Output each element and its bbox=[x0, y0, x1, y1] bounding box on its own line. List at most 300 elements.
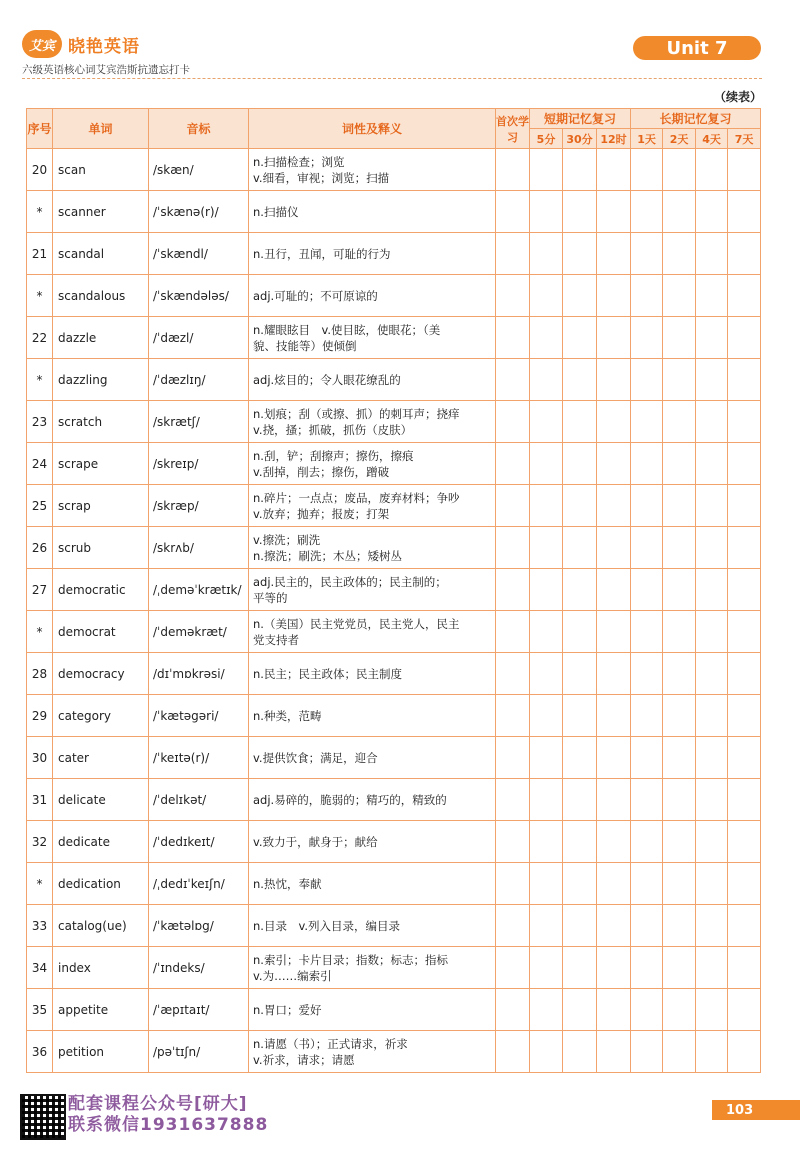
checkbox-cell-first-study[interactable] bbox=[496, 779, 530, 821]
header-def: 词性及释义 bbox=[249, 109, 496, 149]
checkbox-cell-5min[interactable] bbox=[530, 695, 563, 737]
checkbox-cell-30min[interactable] bbox=[563, 527, 597, 569]
row-word: petition bbox=[53, 1031, 149, 1073]
checkbox-cell-5min[interactable] bbox=[530, 779, 563, 821]
checkbox-cell-30min[interactable] bbox=[563, 443, 597, 485]
checkbox-cell-4day[interactable] bbox=[696, 485, 728, 527]
checkbox-cell-1day[interactable] bbox=[631, 905, 663, 947]
checkbox-cell-30min[interactable] bbox=[563, 485, 597, 527]
checkbox-cell-5min[interactable] bbox=[530, 1031, 563, 1073]
checkbox-cell-5min[interactable] bbox=[530, 317, 563, 359]
row-number: 26 bbox=[27, 527, 53, 569]
checkbox-cell-7day[interactable] bbox=[728, 863, 761, 905]
checkbox-cell-12h[interactable] bbox=[597, 695, 631, 737]
definition-line: adj.易碎的，脆弱的；精巧的，精致的 bbox=[253, 792, 447, 807]
checkbox-cell-first-study[interactable] bbox=[496, 443, 530, 485]
checkbox-cell-12h[interactable] bbox=[597, 569, 631, 611]
checkbox-cell-4day[interactable] bbox=[696, 653, 728, 695]
row-definition bbox=[249, 401, 496, 443]
checkbox-cell-1day[interactable] bbox=[631, 737, 663, 779]
qr-code-icon bbox=[20, 1094, 66, 1140]
checkbox-cell-5min[interactable] bbox=[530, 653, 563, 695]
checkbox-cell-2day[interactable] bbox=[663, 275, 696, 317]
checkbox-cell-4day[interactable] bbox=[696, 149, 728, 191]
checkbox-cell-1day[interactable] bbox=[631, 821, 663, 863]
checkbox-cell-12h[interactable] bbox=[597, 821, 631, 863]
definition-line: n.碎片；一点点；废品，废弃材料；争吵 bbox=[253, 490, 460, 505]
brand-name: 晓艳英语 bbox=[68, 36, 140, 57]
row-number: 32 bbox=[27, 821, 53, 863]
checkbox-cell-12h[interactable] bbox=[597, 779, 631, 821]
checkbox-cell-30min[interactable] bbox=[563, 989, 597, 1031]
checkbox-cell-first-study[interactable] bbox=[496, 863, 530, 905]
checkbox-cell-first-study[interactable] bbox=[496, 527, 530, 569]
checkbox-cell-2day[interactable] bbox=[663, 989, 696, 1031]
row-number: 25 bbox=[27, 485, 53, 527]
checkbox-cell-12h[interactable] bbox=[597, 443, 631, 485]
checkbox-cell-7day[interactable] bbox=[728, 611, 761, 653]
checkbox-cell-7day[interactable] bbox=[728, 653, 761, 695]
checkbox-cell-30min[interactable] bbox=[563, 905, 597, 947]
checkbox-cell-12h[interactable] bbox=[597, 527, 631, 569]
logo-mark-icon: 艾宾 bbox=[22, 30, 62, 58]
checkbox-cell-5min[interactable] bbox=[530, 737, 563, 779]
table-row bbox=[27, 779, 761, 821]
checkbox-cell-4day[interactable] bbox=[696, 863, 728, 905]
checkbox-cell-7day[interactable] bbox=[728, 485, 761, 527]
row-word: scrape bbox=[53, 443, 149, 485]
definition-line: v.为……编索引 bbox=[253, 968, 332, 983]
checkbox-cell-30min[interactable] bbox=[563, 947, 597, 989]
checkbox-cell-2day[interactable] bbox=[663, 317, 696, 359]
checkbox-cell-12h[interactable] bbox=[597, 317, 631, 359]
checkbox-cell-4day[interactable] bbox=[696, 947, 728, 989]
checkbox-cell-2day[interactable] bbox=[663, 611, 696, 653]
header-12h: 12时 bbox=[597, 129, 631, 149]
row-phonetic: /skrætʃ/ bbox=[149, 401, 249, 443]
definition-line: adj.可耻的；不可原谅的 bbox=[253, 288, 378, 303]
row-definition bbox=[249, 149, 496, 191]
header-4day: 4天 bbox=[696, 129, 728, 149]
checkbox-cell-5min[interactable] bbox=[530, 611, 563, 653]
checkbox-cell-30min[interactable] bbox=[563, 737, 597, 779]
checkbox-cell-7day[interactable] bbox=[728, 527, 761, 569]
row-definition bbox=[249, 569, 496, 611]
checkbox-cell-5min[interactable] bbox=[530, 401, 563, 443]
checkbox-cell-2day[interactable] bbox=[663, 653, 696, 695]
checkbox-cell-4day[interactable] bbox=[696, 401, 728, 443]
table-row bbox=[27, 359, 761, 401]
definition-line: 平等的 bbox=[253, 590, 288, 605]
checkbox-cell-12h[interactable] bbox=[597, 359, 631, 401]
definition-line: adj.炫目的；令人眼花缭乱的 bbox=[253, 372, 401, 387]
checkbox-cell-7day[interactable] bbox=[728, 569, 761, 611]
definition-line: v.擦洗；刷洗 bbox=[253, 532, 321, 547]
checkbox-cell-12h[interactable] bbox=[597, 905, 631, 947]
row-definition bbox=[249, 485, 496, 527]
checkbox-cell-1day[interactable] bbox=[631, 149, 663, 191]
header-30min: 30分 bbox=[563, 129, 597, 149]
checkbox-cell-30min[interactable] bbox=[563, 233, 597, 275]
checkbox-cell-4day[interactable] bbox=[696, 905, 728, 947]
row-word: dazzling bbox=[53, 359, 149, 401]
checkbox-cell-1day[interactable] bbox=[631, 359, 663, 401]
table-row bbox=[27, 317, 761, 359]
checkbox-cell-first-study[interactable] bbox=[496, 401, 530, 443]
checkbox-cell-30min[interactable] bbox=[563, 317, 597, 359]
checkbox-cell-2day[interactable] bbox=[663, 779, 696, 821]
definition-line: adj.民主的，民主政体的；民主制的； bbox=[253, 574, 447, 589]
checkbox-cell-7day[interactable] bbox=[728, 233, 761, 275]
checkbox-cell-1day[interactable] bbox=[631, 317, 663, 359]
definition-line: v.挠，搔；抓破，抓伤（皮肤） bbox=[253, 422, 413, 437]
checkbox-cell-12h[interactable] bbox=[597, 401, 631, 443]
header-long-term: 长期记忆复习 bbox=[631, 109, 761, 129]
checkbox-cell-7day[interactable] bbox=[728, 1031, 761, 1073]
row-word: scandalous bbox=[53, 275, 149, 317]
row-word: category bbox=[53, 695, 149, 737]
header-ipa: 音标 bbox=[149, 109, 249, 149]
table-row bbox=[27, 947, 761, 989]
checkbox-cell-first-study[interactable] bbox=[496, 905, 530, 947]
row-phonetic: /ˈdedɪkeɪt/ bbox=[149, 821, 249, 863]
checkbox-cell-4day[interactable] bbox=[696, 821, 728, 863]
checkbox-cell-4day[interactable] bbox=[696, 233, 728, 275]
checkbox-cell-2day[interactable] bbox=[663, 737, 696, 779]
checkbox-cell-2day[interactable] bbox=[663, 863, 696, 905]
row-word: democratic bbox=[53, 569, 149, 611]
row-number: 27 bbox=[27, 569, 53, 611]
checkbox-cell-12h[interactable] bbox=[597, 611, 631, 653]
checkbox-cell-7day[interactable] bbox=[728, 989, 761, 1031]
header-1day: 1天 bbox=[631, 129, 663, 149]
checkbox-cell-first-study[interactable] bbox=[496, 569, 530, 611]
checkbox-cell-2day[interactable] bbox=[663, 401, 696, 443]
checkbox-cell-4day[interactable] bbox=[696, 443, 728, 485]
checkbox-cell-1day[interactable] bbox=[631, 191, 663, 233]
checkbox-cell-7day[interactable] bbox=[728, 317, 761, 359]
table-row bbox=[27, 443, 761, 485]
checkbox-cell-1day[interactable] bbox=[631, 989, 663, 1031]
header-7day: 7天 bbox=[728, 129, 761, 149]
row-number: 20 bbox=[27, 149, 53, 191]
checkbox-cell-5min[interactable] bbox=[530, 233, 563, 275]
row-word: dazzle bbox=[53, 317, 149, 359]
checkbox-cell-first-study[interactable] bbox=[496, 317, 530, 359]
row-phonetic: /skreɪp/ bbox=[149, 443, 249, 485]
row-word: index bbox=[53, 947, 149, 989]
checkbox-cell-12h[interactable] bbox=[597, 989, 631, 1031]
checkbox-cell-12h[interactable] bbox=[597, 947, 631, 989]
row-definition bbox=[249, 233, 496, 275]
checkbox-cell-30min[interactable] bbox=[563, 569, 597, 611]
checkbox-cell-first-study[interactable] bbox=[496, 737, 530, 779]
checkbox-cell-5min[interactable] bbox=[530, 989, 563, 1031]
row-number: 34 bbox=[27, 947, 53, 989]
checkbox-cell-7day[interactable] bbox=[728, 359, 761, 401]
row-word: cater bbox=[53, 737, 149, 779]
checkbox-cell-1day[interactable] bbox=[631, 275, 663, 317]
row-phonetic: /ˈkætəgəri/ bbox=[149, 695, 249, 737]
checkbox-cell-7day[interactable] bbox=[728, 401, 761, 443]
table-row bbox=[27, 233, 761, 275]
checkbox-cell-5min[interactable] bbox=[530, 485, 563, 527]
table-row bbox=[27, 401, 761, 443]
checkbox-cell-2day[interactable] bbox=[663, 485, 696, 527]
checkbox-cell-5min[interactable] bbox=[530, 569, 563, 611]
table-row bbox=[27, 653, 761, 695]
row-phonetic: /skæn/ bbox=[149, 149, 249, 191]
checkbox-cell-4day[interactable] bbox=[696, 527, 728, 569]
row-definition bbox=[249, 611, 496, 653]
checkbox-cell-7day[interactable] bbox=[728, 275, 761, 317]
checkbox-cell-5min[interactable] bbox=[530, 443, 563, 485]
checkbox-cell-1day[interactable] bbox=[631, 947, 663, 989]
checkbox-cell-4day[interactable] bbox=[696, 191, 728, 233]
unit-tab: Unit 7 bbox=[633, 36, 761, 60]
row-number: 30 bbox=[27, 737, 53, 779]
checkbox-cell-first-study[interactable] bbox=[496, 653, 530, 695]
checkbox-cell-12h[interactable] bbox=[597, 1031, 631, 1073]
checkbox-cell-5min[interactable] bbox=[530, 947, 563, 989]
checkbox-cell-30min[interactable] bbox=[563, 653, 597, 695]
checkbox-cell-12h[interactable] bbox=[597, 191, 631, 233]
checkbox-cell-2day[interactable] bbox=[663, 947, 696, 989]
checkbox-cell-12h[interactable] bbox=[597, 149, 631, 191]
checkbox-cell-30min[interactable] bbox=[563, 1031, 597, 1073]
checkbox-cell-4day[interactable] bbox=[696, 275, 728, 317]
checkbox-cell-2day[interactable] bbox=[663, 149, 696, 191]
row-phonetic: /ˈkeɪtə(r)/ bbox=[149, 737, 249, 779]
checkbox-cell-1day[interactable] bbox=[631, 485, 663, 527]
continued-label: （续表） bbox=[713, 90, 762, 104]
table-row bbox=[27, 989, 761, 1031]
checkbox-cell-30min[interactable] bbox=[563, 611, 597, 653]
row-phonetic: /ˈdeməkræt/ bbox=[149, 611, 249, 653]
checkbox-cell-2day[interactable] bbox=[663, 527, 696, 569]
row-phonetic: /ˈdæzl/ bbox=[149, 317, 249, 359]
definition-line: v.提供饮食；满足，迎合 bbox=[253, 750, 378, 765]
row-phonetic: /ˌdeməˈkrætɪk/ bbox=[149, 569, 249, 611]
checkbox-cell-7day[interactable] bbox=[728, 443, 761, 485]
row-word: appetite bbox=[53, 989, 149, 1031]
row-number: * bbox=[27, 611, 53, 653]
definition-line: n.扫描检查；浏览 bbox=[253, 154, 345, 169]
table-row bbox=[27, 527, 761, 569]
checkbox-cell-30min[interactable] bbox=[563, 191, 597, 233]
row-number: * bbox=[27, 359, 53, 401]
checkbox-cell-first-study[interactable] bbox=[496, 191, 530, 233]
checkbox-cell-7day[interactable] bbox=[728, 779, 761, 821]
checkbox-cell-30min[interactable] bbox=[563, 821, 597, 863]
checkbox-cell-first-study[interactable] bbox=[496, 611, 530, 653]
definition-line: n.热忱，奉献 bbox=[253, 876, 322, 891]
checkbox-cell-4day[interactable] bbox=[696, 695, 728, 737]
row-word: scrub bbox=[53, 527, 149, 569]
row-definition bbox=[249, 863, 496, 905]
row-definition bbox=[249, 1031, 496, 1073]
row-phonetic: /ˈkætəlɒg/ bbox=[149, 905, 249, 947]
checkbox-cell-1day[interactable] bbox=[631, 1031, 663, 1073]
row-word: democracy bbox=[53, 653, 149, 695]
checkbox-cell-1day[interactable] bbox=[631, 611, 663, 653]
checkbox-cell-first-study[interactable] bbox=[496, 947, 530, 989]
row-word: scanner bbox=[53, 191, 149, 233]
checkbox-cell-12h[interactable] bbox=[597, 233, 631, 275]
checkbox-cell-4day[interactable] bbox=[696, 317, 728, 359]
definition-line: n.种类，范畴 bbox=[253, 708, 322, 723]
checkbox-cell-2day[interactable] bbox=[663, 821, 696, 863]
checkbox-cell-12h[interactable] bbox=[597, 737, 631, 779]
checkbox-cell-30min[interactable] bbox=[563, 275, 597, 317]
checkbox-cell-7day[interactable] bbox=[728, 737, 761, 779]
page-footer bbox=[0, 1090, 800, 1151]
row-word: dedicate bbox=[53, 821, 149, 863]
checkbox-cell-2day[interactable] bbox=[663, 905, 696, 947]
definition-line: n.（美国）民主党党员，民主党人，民主 bbox=[253, 616, 460, 631]
checkbox-cell-1day[interactable] bbox=[631, 401, 663, 443]
checkbox-cell-4day[interactable] bbox=[696, 737, 728, 779]
definition-line: v.细看，审视；浏览；扫描 bbox=[253, 170, 390, 185]
checkbox-cell-4day[interactable] bbox=[696, 569, 728, 611]
checkbox-cell-2day[interactable] bbox=[663, 569, 696, 611]
row-phonetic: /ˈskændl/ bbox=[149, 233, 249, 275]
row-number: 36 bbox=[27, 1031, 53, 1073]
checkbox-cell-12h[interactable] bbox=[597, 863, 631, 905]
row-definition bbox=[249, 527, 496, 569]
checkbox-cell-5min[interactable] bbox=[530, 863, 563, 905]
checkbox-cell-1day[interactable] bbox=[631, 695, 663, 737]
checkbox-cell-5min[interactable] bbox=[530, 905, 563, 947]
checkbox-cell-5min[interactable] bbox=[530, 149, 563, 191]
row-definition bbox=[249, 989, 496, 1031]
row-definition bbox=[249, 779, 496, 821]
page-number: 103 bbox=[712, 1100, 800, 1120]
checkbox-cell-2day[interactable] bbox=[663, 191, 696, 233]
row-number: * bbox=[27, 191, 53, 233]
checkbox-cell-first-study[interactable] bbox=[496, 359, 530, 401]
row-number: 24 bbox=[27, 443, 53, 485]
checkbox-cell-7day[interactable] bbox=[728, 149, 761, 191]
checkbox-cell-5min[interactable] bbox=[530, 527, 563, 569]
checkbox-cell-7day[interactable] bbox=[728, 695, 761, 737]
checkbox-cell-7day[interactable] bbox=[728, 947, 761, 989]
checkbox-cell-1day[interactable] bbox=[631, 527, 663, 569]
header-5min: 5分 bbox=[530, 129, 563, 149]
checkbox-cell-7day[interactable] bbox=[728, 191, 761, 233]
definition-line: n.丑行，丑闻，可耻的行为 bbox=[253, 246, 391, 261]
checkbox-cell-5min[interactable] bbox=[530, 275, 563, 317]
row-definition bbox=[249, 947, 496, 989]
checkbox-cell-4day[interactable] bbox=[696, 779, 728, 821]
definition-line: v.刮掉，削去；擦伤，蹭破 bbox=[253, 464, 390, 479]
definition-line: n.民主；民主政体；民主制度 bbox=[253, 666, 402, 681]
checkbox-cell-first-study[interactable] bbox=[496, 233, 530, 275]
row-phonetic: /ˌdedɪˈkeɪʃn/ bbox=[149, 863, 249, 905]
table-row bbox=[27, 821, 761, 863]
checkbox-cell-2day[interactable] bbox=[663, 233, 696, 275]
checkbox-cell-1day[interactable] bbox=[631, 569, 663, 611]
brand-logo bbox=[22, 30, 140, 58]
row-number: 23 bbox=[27, 401, 53, 443]
row-definition bbox=[249, 191, 496, 233]
page-header bbox=[0, 0, 800, 104]
header-word: 单词 bbox=[53, 109, 149, 149]
checkbox-cell-1day[interactable] bbox=[631, 779, 663, 821]
checkbox-cell-first-study[interactable] bbox=[496, 821, 530, 863]
checkbox-cell-1day[interactable] bbox=[631, 233, 663, 275]
checkbox-cell-1day[interactable] bbox=[631, 653, 663, 695]
row-phonetic: /ˈskændələs/ bbox=[149, 275, 249, 317]
checkbox-cell-2day[interactable] bbox=[663, 695, 696, 737]
table-row bbox=[27, 569, 761, 611]
row-number: 33 bbox=[27, 905, 53, 947]
row-phonetic: /skræp/ bbox=[149, 485, 249, 527]
checkbox-cell-2day[interactable] bbox=[663, 1031, 696, 1073]
checkbox-cell-30min[interactable] bbox=[563, 149, 597, 191]
checkbox-cell-5min[interactable] bbox=[530, 191, 563, 233]
row-number: 28 bbox=[27, 653, 53, 695]
vocab-table-wrapper bbox=[26, 108, 760, 1073]
row-definition bbox=[249, 653, 496, 695]
checkbox-cell-5min[interactable] bbox=[530, 821, 563, 863]
row-definition bbox=[249, 821, 496, 863]
checkbox-cell-30min[interactable] bbox=[563, 779, 597, 821]
checkbox-cell-first-study[interactable] bbox=[496, 275, 530, 317]
table-row bbox=[27, 905, 761, 947]
checkbox-cell-first-study[interactable] bbox=[496, 485, 530, 527]
checkbox-cell-1day[interactable] bbox=[631, 863, 663, 905]
checkbox-cell-2day[interactable] bbox=[663, 443, 696, 485]
header-divider bbox=[22, 78, 762, 79]
row-word: democrat bbox=[53, 611, 149, 653]
checkbox-cell-12h[interactable] bbox=[597, 653, 631, 695]
table-row bbox=[27, 695, 761, 737]
checkbox-cell-12h[interactable] bbox=[597, 275, 631, 317]
row-number: 29 bbox=[27, 695, 53, 737]
checkbox-cell-1day[interactable] bbox=[631, 443, 663, 485]
row-word: scan bbox=[53, 149, 149, 191]
row-phonetic: /ˈdelɪkət/ bbox=[149, 779, 249, 821]
checkbox-cell-first-study[interactable] bbox=[496, 695, 530, 737]
checkbox-cell-5min[interactable] bbox=[530, 359, 563, 401]
row-phonetic: /ˈɪndeks/ bbox=[149, 947, 249, 989]
row-word: delicate bbox=[53, 779, 149, 821]
row-definition bbox=[249, 905, 496, 947]
checkbox-cell-12h[interactable] bbox=[597, 485, 631, 527]
definition-line: v.致力于，献身于；献给 bbox=[253, 834, 378, 849]
row-number: 22 bbox=[27, 317, 53, 359]
checkbox-cell-30min[interactable] bbox=[563, 401, 597, 443]
checkbox-cell-30min[interactable] bbox=[563, 863, 597, 905]
checkbox-cell-first-study[interactable] bbox=[496, 149, 530, 191]
checkbox-cell-2day[interactable] bbox=[663, 359, 696, 401]
checkbox-cell-first-study[interactable] bbox=[496, 1031, 530, 1073]
definition-line: n.扫描仪 bbox=[253, 204, 299, 219]
row-definition bbox=[249, 695, 496, 737]
checkbox-cell-7day[interactable] bbox=[728, 821, 761, 863]
checkbox-cell-4day[interactable] bbox=[696, 611, 728, 653]
checkbox-cell-30min[interactable] bbox=[563, 359, 597, 401]
checkbox-cell-4day[interactable] bbox=[696, 359, 728, 401]
definition-line: n.划痕；刮（或擦、抓）的刺耳声；挠痒 bbox=[253, 406, 460, 421]
checkbox-cell-7day[interactable] bbox=[728, 905, 761, 947]
checkbox-cell-4day[interactable] bbox=[696, 1031, 728, 1073]
checkbox-cell-4day[interactable] bbox=[696, 989, 728, 1031]
table-row bbox=[27, 611, 761, 653]
checkbox-cell-30min[interactable] bbox=[563, 695, 597, 737]
checkbox-cell-first-study[interactable] bbox=[496, 989, 530, 1031]
